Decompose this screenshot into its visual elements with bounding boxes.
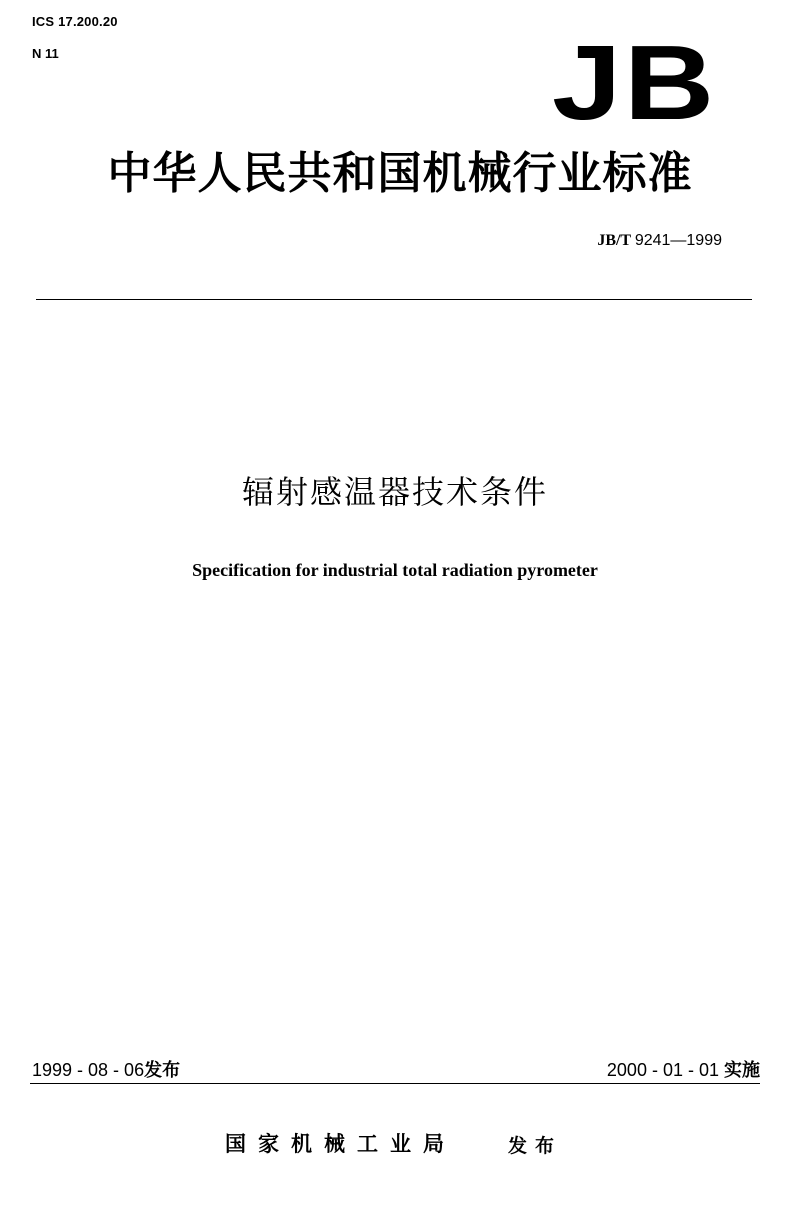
document-title-en: Specification for industrial total radiation pyrometer (192, 560, 598, 580)
effective-date-value: 2000 - 01 - 01 (606, 1060, 719, 1080)
standard-number-prefix: JB/T (597, 232, 635, 249)
classification-code: N 11 (32, 46, 59, 61)
standard-category-title: 中华人民共和国机械行业标准 (107, 148, 693, 199)
publisher-name: 国家机械工业局 (225, 1131, 456, 1156)
effective-label: 实施 (724, 1060, 760, 1081)
header-divider (36, 299, 752, 300)
issue-date (32, 1059, 180, 1082)
effective-date (607, 1059, 760, 1082)
ics-code: ICS 17.200.20 (32, 14, 118, 29)
issue-label: 发布 (144, 1060, 181, 1081)
jb-logo: JB (552, 24, 717, 142)
document-title-zh: 辐射感温器技术条件 (241, 473, 548, 511)
footer-divider (30, 1083, 760, 1084)
publish-label: 发布 (508, 1135, 563, 1157)
standard-number (597, 232, 722, 250)
standard-number-value: 9241—1999 (634, 232, 722, 249)
issue-date-value: 1999 - 08 - 06 (32, 1060, 145, 1080)
